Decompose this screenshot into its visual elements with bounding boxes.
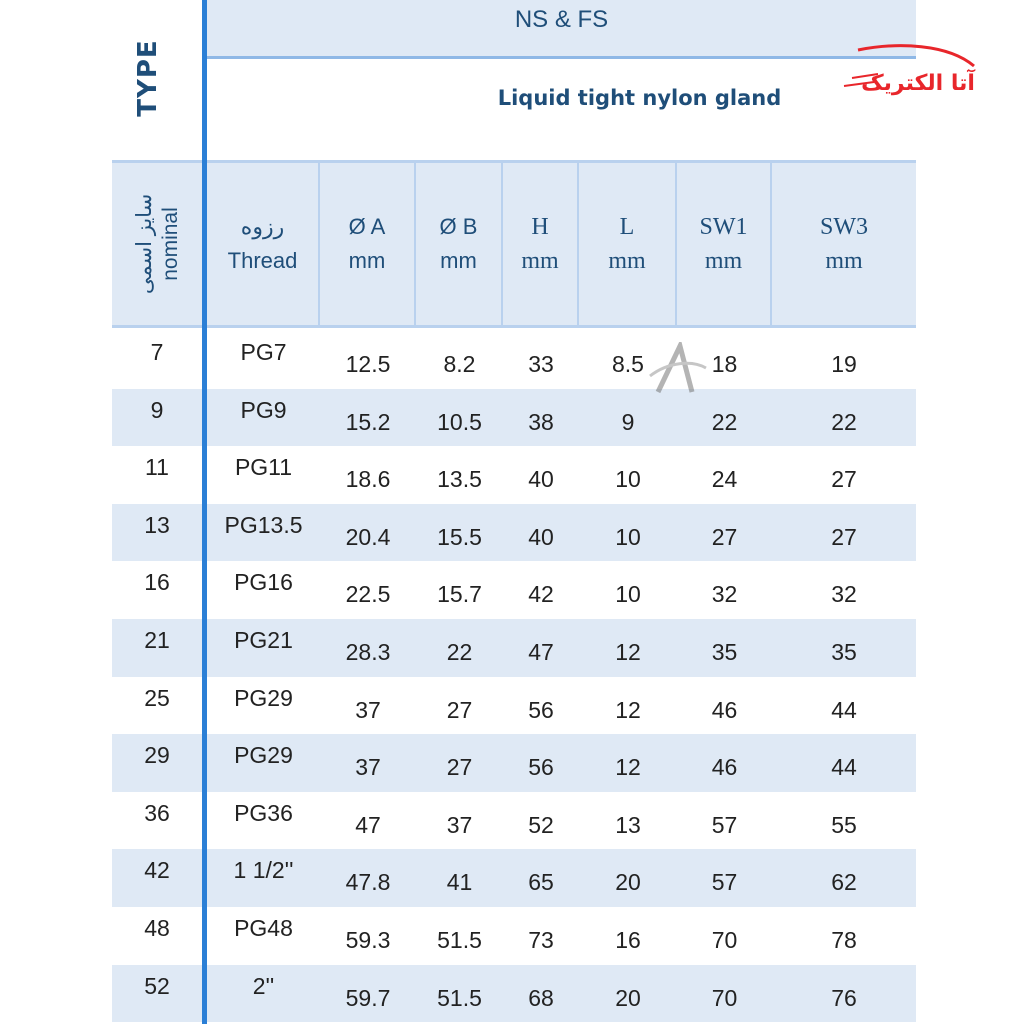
cell-sw1: 27 — [711, 523, 738, 550]
cell-diameter-b: 10.5 — [437, 408, 482, 435]
cell-diameter-a: 47 — [355, 811, 381, 838]
header-unit: mm — [440, 248, 477, 273]
cell-nominal: 25 — [144, 684, 170, 711]
cell-length: 16 — [615, 927, 641, 953]
header-unit: mm — [348, 248, 386, 273]
header-thread-en: Thread — [227, 248, 298, 273]
cell-nominal: 52 — [144, 972, 170, 999]
cell-sw3: 62 — [831, 869, 857, 896]
header-sw1-label: SW1 — [699, 214, 748, 240]
cell-nominal: 13 — [144, 511, 170, 538]
cell-sw1: 57 — [711, 869, 738, 896]
column-separator-line — [202, 0, 207, 1024]
cell-length: 13 — [615, 811, 641, 838]
cell-length: 20 — [615, 984, 641, 1011]
header-length — [579, 160, 675, 328]
cell-diameter-b: 41 — [446, 869, 473, 896]
header-unit: mm — [608, 248, 646, 274]
series-title: NS & FS — [514, 6, 609, 33]
cell-diameter-a: 18.6 — [345, 466, 391, 493]
cell-diameter-b: 8.2 — [443, 351, 476, 377]
header-length-label: L — [619, 214, 635, 240]
cell-diameter-a: 12.5 — [345, 351, 391, 377]
header-nominal — [132, 194, 184, 294]
cell-length: 12 — [615, 639, 641, 665]
brand-logo-text: آتا الکتریک — [861, 71, 975, 96]
cell-height: 73 — [528, 927, 554, 953]
type-label: TYPE — [133, 39, 163, 117]
header-unit: mm — [521, 248, 559, 274]
cell-length: 12 — [615, 696, 641, 723]
header-height-label: H — [531, 214, 549, 240]
cell-diameter-a: 37 — [355, 696, 381, 723]
cell-sw3: 76 — [831, 984, 857, 1011]
cell-diameter-a: 28.3 — [345, 639, 391, 665]
cell-diameter-b: 22 — [446, 639, 473, 665]
cell-sw3: 44 — [831, 696, 857, 723]
cell-sw1: 57 — [711, 811, 738, 838]
cell-nominal: 7 — [150, 339, 164, 365]
cell-sw1: 70 — [711, 927, 738, 953]
cell-diameter-b: 27 — [446, 696, 473, 723]
cell-sw3: 19 — [831, 351, 857, 377]
header-diameter-b — [416, 160, 501, 328]
header-unit: mm — [825, 248, 863, 274]
header-nominal-fa: سایز اسمی — [133, 193, 156, 295]
cell-thread: PG29 — [234, 684, 293, 711]
cell-sw3: 27 — [831, 523, 857, 550]
header-thread-fa: رزوه — [240, 214, 285, 239]
cell-thread: PG7 — [240, 339, 287, 365]
watermark-logo-icon — [648, 342, 708, 398]
cell-diameter-b: 51.5 — [437, 927, 482, 953]
cell-nominal: 16 — [144, 569, 170, 596]
cell-diameter-b: 51.5 — [437, 984, 482, 1011]
cell-sw1: 35 — [711, 639, 738, 665]
cell-sw1: 18 — [711, 351, 738, 377]
cell-sw1: 46 — [711, 696, 738, 723]
cell-diameter-b: 27 — [446, 754, 473, 781]
cell-height: 40 — [528, 523, 554, 550]
product-subtitle: Liquid tight nylon gland — [497, 86, 782, 110]
cell-nominal: 42 — [144, 857, 170, 884]
cell-diameter-a: 20.4 — [345, 523, 391, 550]
cell-sw3: 44 — [831, 754, 857, 781]
cell-diameter-a: 59.7 — [345, 984, 391, 1011]
header-thread — [207, 160, 318, 328]
cell-length: 10 — [615, 581, 641, 608]
cell-length: 12 — [615, 754, 641, 781]
cell-nominal: 11 — [145, 454, 169, 481]
header-unit: mm — [704, 248, 743, 274]
cell-nominal: 21 — [144, 627, 170, 653]
cell-height: 42 — [528, 581, 554, 608]
cell-length: 10 — [615, 523, 641, 550]
cell-sw3: 27 — [831, 466, 857, 493]
cell-length: 10 — [615, 466, 641, 493]
cell-sw1: 22 — [711, 408, 738, 435]
header-sw1 — [677, 160, 770, 328]
cell-length: 8.5 — [612, 351, 644, 377]
header-diameter-a-label: Ø A — [348, 214, 386, 239]
cell-height: 40 — [528, 466, 554, 493]
cell-diameter-a: 22.5 — [345, 581, 391, 608]
cell-sw1: 24 — [711, 466, 738, 493]
cell-thread: PG11 — [234, 454, 293, 481]
cell-height: 68 — [528, 984, 554, 1011]
header-sw3-label: SW3 — [820, 214, 868, 240]
cell-thread: PG13.5 — [224, 511, 303, 538]
cell-diameter-b: 37 — [446, 811, 473, 838]
cell-sw3: 35 — [831, 639, 857, 665]
cell-thread: 2'' — [252, 972, 275, 999]
cell-diameter-a: 15.2 — [345, 408, 391, 435]
cell-sw3: 32 — [831, 581, 857, 608]
header-diameter-b-label: Ø B — [439, 214, 478, 239]
cell-sw3: 55 — [831, 811, 857, 838]
cell-thread: PG36 — [234, 799, 293, 826]
cell-length: 9 — [621, 408, 635, 435]
cell-thread: PG16 — [234, 569, 293, 596]
cell-height: 33 — [528, 351, 554, 377]
cell-diameter-b: 15.7 — [437, 581, 482, 608]
cell-height: 38 — [528, 408, 554, 435]
header-diameter-a — [320, 160, 414, 328]
cell-sw1: 70 — [711, 984, 738, 1011]
cell-nominal: 48 — [144, 915, 170, 941]
cell-diameter-b: 15.5 — [437, 523, 482, 550]
cell-diameter-a: 59.3 — [345, 927, 391, 953]
cell-thread: PG29 — [234, 742, 293, 769]
cell-height: 56 — [528, 754, 554, 781]
cell-thread: PG48 — [234, 915, 293, 941]
cell-diameter-a: 37 — [355, 754, 381, 781]
cell-sw3: 22 — [831, 408, 857, 435]
cell-nominal: 9 — [150, 396, 164, 423]
cell-sw3: 78 — [831, 927, 857, 953]
series-title-underline — [207, 56, 916, 59]
cell-diameter-a: 47.8 — [345, 869, 391, 896]
brand-logo — [838, 44, 978, 96]
cell-thread: PG9 — [240, 396, 287, 423]
cell-thread: 1 1/2'' — [233, 857, 294, 884]
header-sw3 — [772, 160, 916, 328]
cell-diameter-b: 13.5 — [437, 466, 482, 493]
cell-thread: PG21 — [234, 627, 293, 653]
cell-height: 47 — [528, 639, 554, 665]
cell-length: 20 — [615, 869, 641, 896]
header-height — [503, 160, 577, 328]
cell-height: 56 — [528, 696, 554, 723]
header-nominal-en: nominal — [159, 207, 182, 281]
cell-sw1: 46 — [711, 754, 738, 781]
cell-sw1: 32 — [711, 581, 738, 608]
cell-nominal: 29 — [144, 742, 170, 769]
cell-nominal: 36 — [144, 799, 170, 826]
cell-height: 65 — [528, 869, 554, 896]
series-title-band — [207, 0, 916, 56]
cell-height: 52 — [528, 811, 554, 838]
